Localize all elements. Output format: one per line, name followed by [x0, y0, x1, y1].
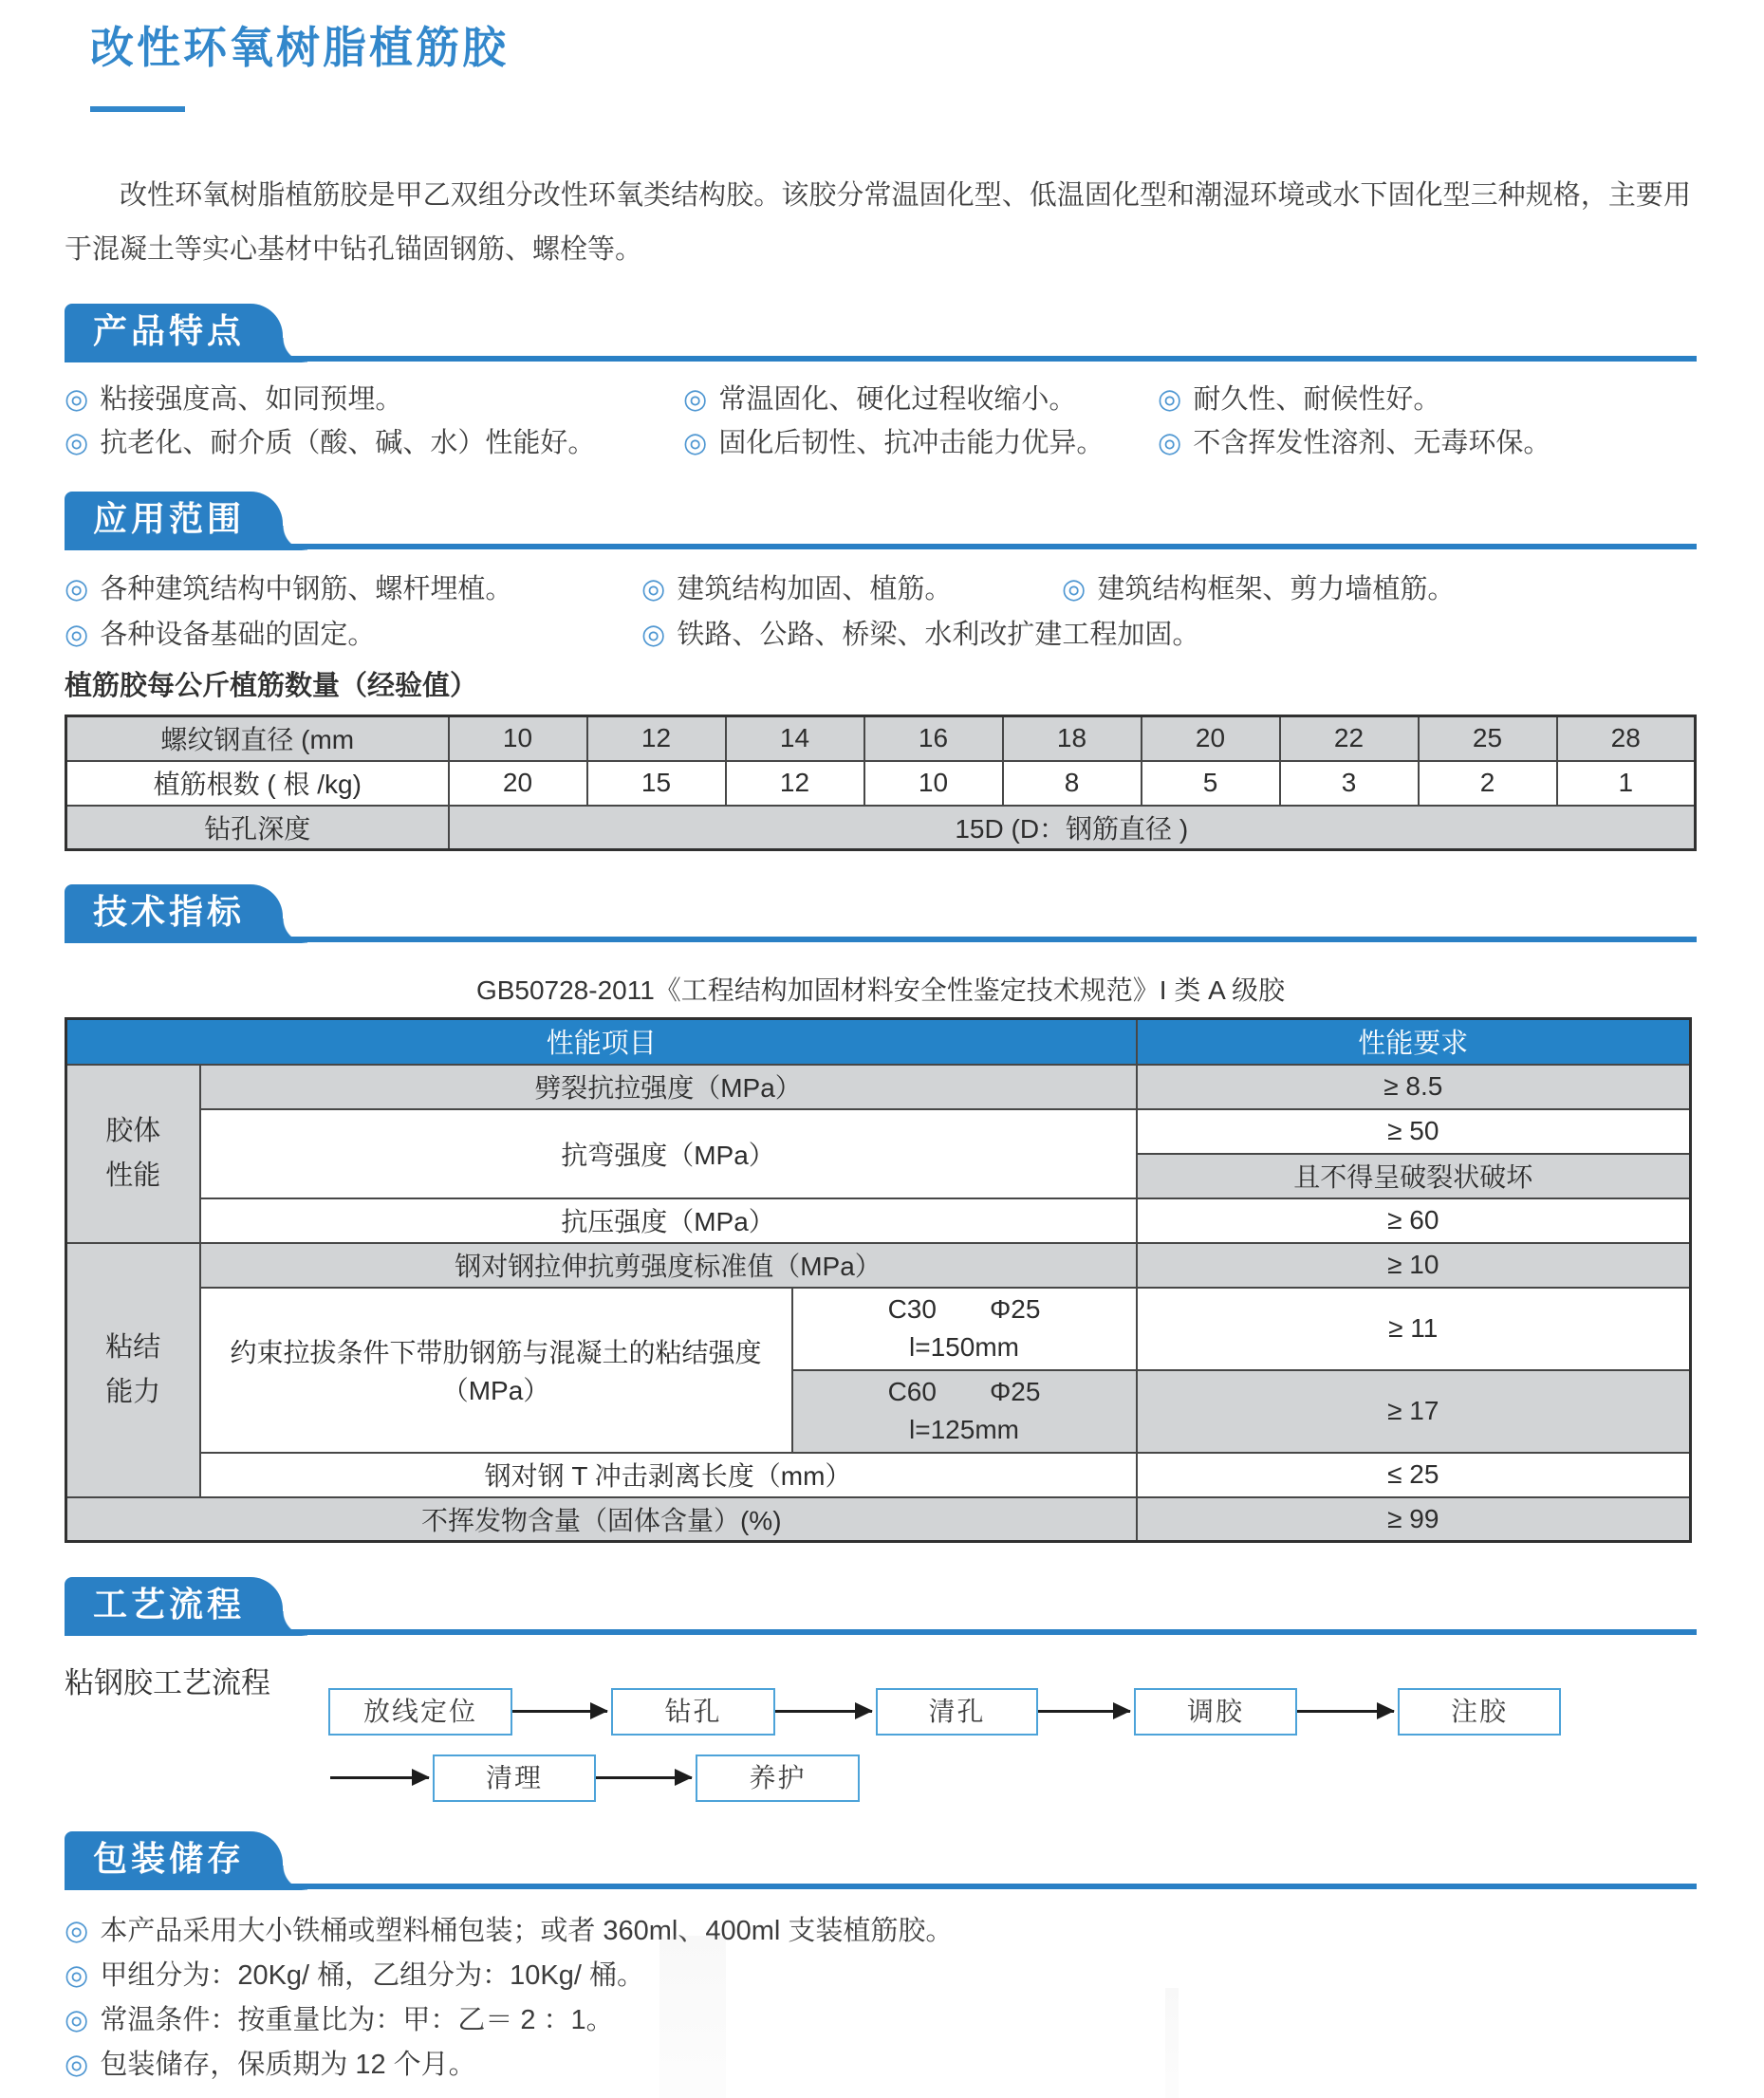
ring-bullet-icon: ◎ — [1062, 574, 1086, 604]
diameter-cell: 18 — [1003, 716, 1142, 761]
col-header-requirement: 性能要求 — [1137, 1019, 1691, 1065]
item-cell: 钢对钢 T 冲击剥离长度（mm） — [200, 1453, 1137, 1497]
flow-step: 清理 — [433, 1755, 596, 1802]
requirement-cell: ≥ 99 — [1137, 1497, 1691, 1542]
section-badge-technical: 技术指标 — [65, 884, 283, 943]
list-item — [683, 421, 1104, 460]
count-cell: 10 — [864, 761, 1003, 806]
list-item — [65, 567, 512, 606]
applications-list — [65, 567, 1697, 659]
group-label: 胶体性能 — [105, 1116, 161, 1191]
ring-bullet-icon: ◎ — [65, 1916, 89, 1946]
count-cell: 8 — [1003, 761, 1142, 806]
ring-bullet-icon: ◎ — [641, 620, 666, 650]
diameter-cell: 14 — [726, 716, 864, 761]
list-item — [65, 613, 375, 652]
section-badge-features: 产品特点 — [65, 304, 283, 362]
requirement-cell: ≥ 50 — [1137, 1109, 1691, 1154]
list-item — [1158, 421, 1550, 460]
diameter-cell: 16 — [864, 716, 1003, 761]
item-cell: 劈裂抗拉强度（MPa） — [200, 1065, 1137, 1109]
section-rule-packaging — [65, 1884, 1697, 1889]
table-row — [66, 1288, 1691, 1370]
condition-cell — [792, 1288, 1137, 1370]
ring-bullet-icon: ◎ — [641, 574, 666, 604]
application-text: 建筑结构框架、剪力墙植筋。 — [1097, 574, 1456, 604]
feature-text: 不含挥发性溶剂、无毒环保。 — [1193, 428, 1551, 458]
list-item — [65, 1909, 953, 1948]
feature-text: 常温固化、硬化过程收缩小。 — [718, 384, 1077, 415]
table-row — [66, 1243, 1691, 1288]
packaging-text: 本产品采用大小铁桶或塑料桶包装；或者 360ml、400ml 支装植筋胶。 — [100, 1916, 954, 1946]
group-cell-bonding — [66, 1243, 200, 1497]
item-cell: 不挥发物含量（固体含量）(%) — [66, 1497, 1137, 1542]
ring-bullet-icon: ◎ — [65, 2050, 89, 2080]
diameter-cell: 25 — [1419, 716, 1557, 761]
section-badge-packaging: 包装储存 — [65, 1831, 283, 1890]
rebar-quantity-table — [65, 715, 1697, 851]
requirement-cell: 且不得呈破裂状破坏 — [1137, 1154, 1691, 1198]
watermark — [1165, 1988, 1179, 2098]
application-text: 建筑结构加固、植筋。 — [677, 574, 953, 604]
process-flow-label: 粘钢胶工艺流程 — [65, 1666, 270, 1699]
table-row — [66, 806, 1696, 850]
group-label: 粘结能力 — [105, 1332, 161, 1407]
table-row — [66, 1109, 1691, 1154]
flow-step: 清孔 — [876, 1688, 1038, 1736]
ring-bullet-icon: ◎ — [683, 384, 708, 415]
technical-table — [65, 1017, 1692, 1543]
packaging-text: 甲组分为：20Kg/ 桶，乙组分为：10Kg/ 桶。 — [100, 1960, 644, 1991]
count-cell: 12 — [726, 761, 864, 806]
requirement-cell: ≥ 10 — [1137, 1243, 1691, 1288]
feature-text: 粘接强度高、如同预埋。 — [100, 384, 403, 415]
table-row — [66, 1065, 1691, 1109]
flow-arrow-icon — [1297, 1710, 1394, 1713]
standard-caption: GB50728-2011《工程结构加固材料安全性鉴定技术规范》I 类 A 级胶 — [475, 975, 1286, 1005]
diameter-cell: 22 — [1280, 716, 1419, 761]
application-text: 铁路、公路、桥梁、水利改扩建工程加固。 — [677, 620, 1200, 650]
group-cell-adhesive — [66, 1065, 200, 1243]
item-cell: 钢对钢拉伸抗剪强度标准值（MPa） — [200, 1243, 1137, 1288]
col-header-item: 性能项目 — [66, 1019, 1137, 1065]
ring-bullet-icon: ◎ — [65, 574, 89, 604]
ring-bullet-icon: ◎ — [683, 428, 708, 458]
section-rule-technical — [65, 937, 1697, 942]
flow-step: 放线定位 — [328, 1688, 512, 1736]
requirement-cell: ≥ 11 — [1137, 1288, 1691, 1370]
watermark — [659, 1936, 726, 2098]
depth-value-cell: 15D (D：钢筋直径 ) — [449, 806, 1696, 850]
feature-text: 抗老化、耐介质（酸、碱、水）性能好。 — [100, 428, 596, 458]
condition-line: l=150mm — [909, 1332, 1019, 1362]
diameter-cell: 12 — [587, 716, 726, 761]
flow-step: 钻孔 — [611, 1688, 775, 1736]
row-header-count: 植筋根数 ( 根 /kg) — [66, 761, 449, 806]
list-item — [1158, 378, 1440, 417]
title-underline — [90, 106, 185, 112]
flow-arrow-icon — [775, 1710, 872, 1713]
packaging-text: 包装储存，保质期为 12 个月。 — [100, 2050, 476, 2080]
feature-text: 耐久性、耐候性好。 — [1193, 384, 1441, 415]
diameter-cell: 28 — [1557, 716, 1696, 761]
flow-arrow-icon — [596, 1776, 692, 1779]
application-text: 各种设备基础的固定。 — [100, 620, 376, 650]
table-row — [66, 716, 1696, 761]
condition-cell — [792, 1370, 1137, 1453]
feature-text: 固化后韧性、抗冲击能力优异。 — [718, 428, 1105, 458]
condition-line: C30 Φ25 — [887, 1294, 1041, 1324]
condition-line: l=125mm — [909, 1415, 1019, 1444]
diameter-cell: 20 — [1142, 716, 1280, 761]
table-row — [66, 1453, 1691, 1497]
packaging-list — [65, 1909, 1697, 2089]
table-header-row — [66, 1019, 1691, 1065]
ring-bullet-icon: ◎ — [65, 1960, 89, 1991]
list-item — [641, 567, 952, 606]
list-item — [65, 1954, 644, 1993]
row-header-depth: 钻孔深度 — [66, 806, 449, 850]
item-cell: 约束拉拔条件下带肋钢筋与混凝土的粘结强度（MPa） — [200, 1288, 792, 1453]
ring-bullet-icon: ◎ — [1158, 428, 1182, 458]
application-text: 各种建筑结构中钢筋、螺杆埋植。 — [100, 574, 513, 604]
row-header-diameter: 螺纹钢直径 (mm — [66, 716, 449, 761]
requirement-cell: ≥ 17 — [1137, 1370, 1691, 1453]
count-cell: 15 — [587, 761, 726, 806]
requirement-cell: ≥ 8.5 — [1137, 1065, 1691, 1109]
flow-step: 调胶 — [1134, 1688, 1297, 1736]
flow-arrow-icon — [512, 1710, 607, 1713]
list-item — [683, 378, 1076, 417]
page-title: 改性环氧树脂植筋胶 — [90, 23, 509, 72]
requirement-cell: ≤ 25 — [1137, 1453, 1691, 1497]
count-cell: 2 — [1419, 761, 1557, 806]
diameter-cell: 10 — [449, 716, 587, 761]
list-item — [65, 2043, 476, 2082]
item-cell: 抗压强度（MPa） — [200, 1198, 1137, 1243]
list-item — [65, 1998, 614, 2037]
table-row — [66, 1198, 1691, 1243]
count-cell: 1 — [1557, 761, 1696, 806]
list-item — [1062, 567, 1455, 606]
count-cell: 5 — [1142, 761, 1280, 806]
count-cell: 3 — [1280, 761, 1419, 806]
ring-bullet-icon: ◎ — [65, 428, 89, 458]
ring-bullet-icon: ◎ — [65, 384, 89, 415]
item-cell: 抗弯强度（MPa） — [200, 1109, 1137, 1198]
table-row — [66, 761, 1696, 806]
flow-step: 养护 — [696, 1755, 860, 1802]
section-badge-applications: 应用范围 — [65, 492, 283, 550]
condition-line: C60 Φ25 — [887, 1377, 1041, 1406]
packaging-text: 常温条件：按重量比为：甲：乙＝ 2 ：1。 — [100, 2005, 614, 2035]
ring-bullet-icon: ◎ — [65, 620, 89, 650]
table-row — [66, 1497, 1691, 1542]
ring-bullet-icon: ◎ — [65, 2005, 89, 2035]
count-cell: 20 — [449, 761, 587, 806]
flow-arrow-icon — [1038, 1710, 1130, 1713]
features-list — [65, 378, 1697, 465]
requirement-cell: ≥ 60 — [1137, 1198, 1691, 1243]
list-item — [65, 378, 402, 417]
section-rule-applications — [65, 544, 1697, 549]
list-item — [65, 421, 595, 460]
section-rule-features — [65, 356, 1697, 362]
flow-step: 注胶 — [1398, 1688, 1561, 1736]
section-rule-process — [65, 1629, 1697, 1635]
ring-bullet-icon: ◎ — [1158, 384, 1182, 415]
rebar-table-label: 植筋胶每公斤植筋数量（经验值） — [65, 671, 478, 701]
flow-arrow-icon — [330, 1776, 429, 1779]
list-item — [641, 613, 1199, 652]
intro-paragraph: 改性环氧树脂植筋胶是甲乙双组分改性环氧类结构胶。该胶分常温固化型、低温固化型和潮湿环境或水下固化型三种规格，主要用于混凝土等实心基材中钻孔锚固钢筋、螺栓等。 — [65, 180, 1691, 265]
section-badge-process: 工艺流程 — [65, 1577, 283, 1636]
